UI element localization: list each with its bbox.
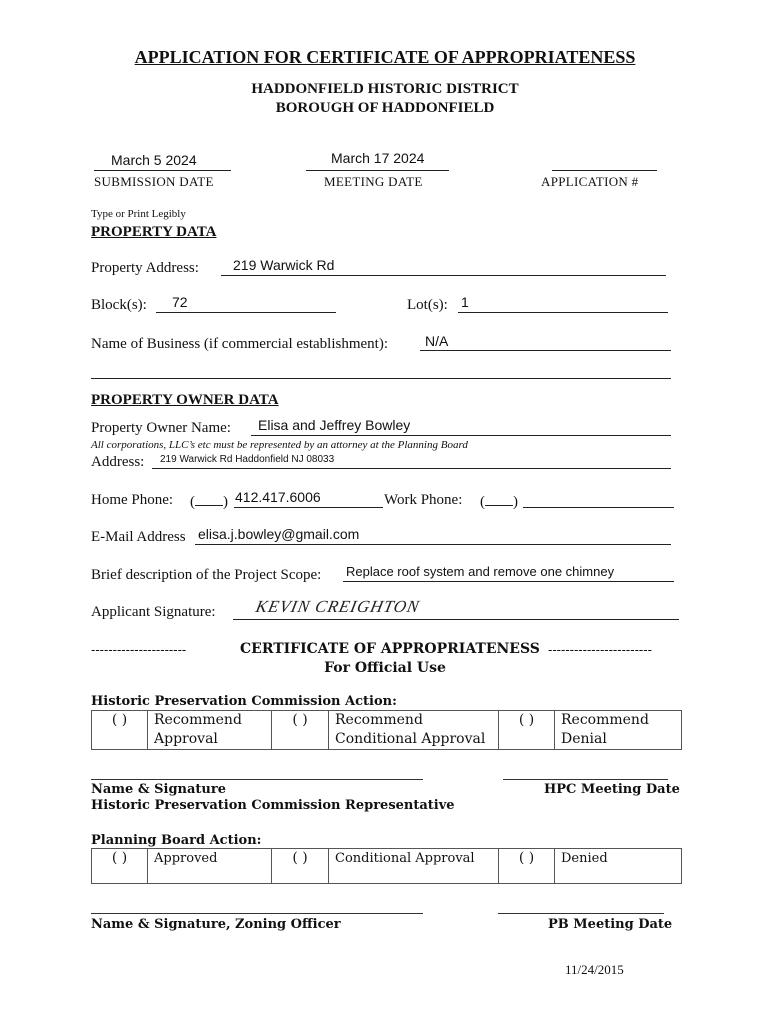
home-phone-label: Home Phone: <box>91 492 174 508</box>
project-scope-label: Brief description of the Project Scope: <box>91 567 322 583</box>
property-address-label: Property Address: <box>91 260 199 276</box>
pb-meeting-date-label: PB Meeting Date <box>548 917 673 932</box>
zoning-officer-label: Name & Signature, Zoning Officer <box>91 917 341 932</box>
project-scope-value[interactable]: Replace roof system and remove one chimney <box>346 564 615 579</box>
property-address-value[interactable]: 219 Warwick Rd <box>233 257 335 273</box>
pb-denied-checkbox[interactable]: ( ) <box>499 849 555 884</box>
home-phone-area-code[interactable]: ( ) <box>190 494 228 510</box>
hpc-date-line <box>503 779 668 780</box>
business-name-value[interactable]: N/A <box>425 333 449 349</box>
official-use-subtitle: For Official Use <box>324 660 446 676</box>
pb-date-line <box>498 913 664 914</box>
district-name: HADDONFIELD HISTORIC DISTRICT <box>251 81 519 97</box>
hpc-action-label: Historic Preservation Commission Action: <box>91 694 397 709</box>
submission-date-value[interactable]: March 5 2024 <box>111 152 197 168</box>
hpc-option-conditional: Recommend Conditional Approval <box>329 711 499 750</box>
block-line <box>156 312 336 313</box>
lot-label: Lot(s): <box>407 297 448 313</box>
property-address-line <box>221 275 666 276</box>
email-line <box>195 544 671 545</box>
applicant-signature-line <box>233 619 679 620</box>
applicant-signature[interactable]: KEVIN CREIGHTON <box>254 597 422 616</box>
hpc-option-denial: Recommend Denial <box>555 711 682 750</box>
pb-action-table <box>91 848 682 884</box>
home-phone-line <box>234 507 383 508</box>
pb-option-denied: Denied <box>555 849 682 884</box>
submission-date-label: SUBMISSION DATE <box>94 174 214 189</box>
hpc-approval-checkbox[interactable]: ( ) <box>92 711 148 750</box>
block-value[interactable]: 72 <box>172 294 188 310</box>
hpc-name-signature-label: Name & Signature <box>91 782 226 797</box>
owner-name-value[interactable]: Elisa and Jeffrey Bowley <box>258 417 411 433</box>
work-phone-area-code[interactable]: ( ) <box>480 494 518 510</box>
certificate-title: CERTIFICATE OF APPROPRIATENESS <box>240 641 540 657</box>
hpc-denial-checkbox[interactable]: ( ) <box>499 711 555 750</box>
zoning-signature-line <box>91 913 423 914</box>
submission-date-line <box>94 170 231 171</box>
business-extra-line <box>91 378 671 379</box>
pb-conditional-checkbox[interactable]: ( ) <box>272 849 329 884</box>
attorney-note: All corporations, LLC’s etc must be represented by an attorney at the Planning Board <box>91 439 468 451</box>
form-title: APPLICATION FOR CERTIFICATE OF APPROPRIATENESS <box>134 47 636 67</box>
owner-address-label: Address: <box>91 454 145 470</box>
meeting-date-value[interactable]: March 17 2024 <box>331 150 425 166</box>
hpc-signature-line <box>91 779 423 780</box>
footer-date: 11/24/2015 <box>565 962 624 977</box>
work-phone-label: Work Phone: <box>384 492 463 508</box>
application-number-line <box>552 170 657 171</box>
owner-name-label: Property Owner Name: <box>91 420 231 436</box>
hpc-action-table <box>91 710 682 750</box>
application-number-label: APPLICATION # <box>541 174 639 189</box>
applicant-signature-label: Applicant Signature: <box>91 604 216 620</box>
borough-name: BOROUGH OF HADDONFIELD <box>275 100 495 116</box>
work-phone-line <box>523 507 674 508</box>
divider-dashes-left: ---------------------- <box>91 642 187 657</box>
pb-action-label: Planning Board Action: <box>91 833 262 848</box>
owner-name-line <box>251 435 671 436</box>
pb-approved-checkbox[interactable]: ( ) <box>92 849 148 884</box>
hpc-option-approval: Recommend Approval <box>148 711 272 750</box>
email-label: E-Mail Address <box>91 529 186 545</box>
hpc-representative-label: Historic Preservation Commission Representative <box>91 798 455 813</box>
business-name-line <box>420 350 671 351</box>
email-value[interactable]: elisa.j.bowley@gmail.com <box>198 526 360 542</box>
pb-option-conditional: Conditional Approval <box>329 849 499 884</box>
block-label: Block(s): <box>91 297 147 313</box>
home-phone-value[interactable]: 412.417.6006 <box>235 489 321 505</box>
meeting-date-line <box>306 170 449 171</box>
property-data-heading: PROPERTY DATA <box>91 224 217 240</box>
hpc-conditional-checkbox[interactable]: ( ) <box>272 711 329 750</box>
owner-address-line <box>152 468 671 469</box>
meeting-date-label: MEETING DATE <box>324 174 423 189</box>
lot-value[interactable]: 1 <box>461 294 469 310</box>
pb-option-approved: Approved <box>148 849 272 884</box>
lot-line <box>458 312 668 313</box>
project-scope-line <box>343 581 674 582</box>
divider-dashes-right: ------------------------ <box>548 642 652 657</box>
owner-data-heading: PROPERTY OWNER DATA <box>91 392 279 408</box>
business-name-label: Name of Business (if commercial establishment): <box>91 336 389 352</box>
type-or-print-note: Type or Print Legibly <box>91 208 186 220</box>
hpc-meeting-date-label: HPC Meeting Date <box>544 782 680 797</box>
owner-address-value[interactable]: 219 Warwick Rd Haddonfield NJ 08033 <box>160 454 335 465</box>
